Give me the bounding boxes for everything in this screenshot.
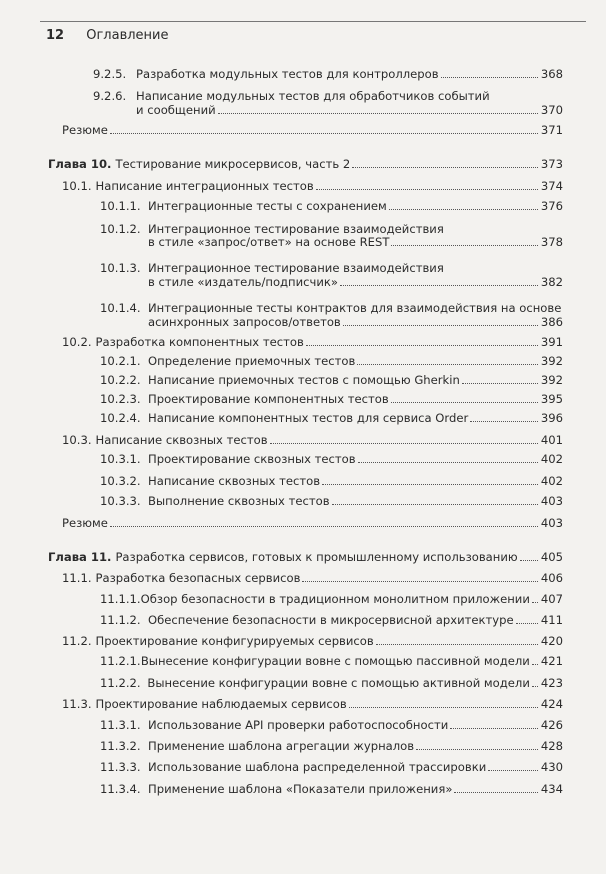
toc-entry	[100, 759, 563, 775]
page-ref: 424	[540, 697, 563, 711]
dot-leader	[322, 484, 538, 485]
section-title: Написание сквозных тестов	[95, 433, 268, 447]
dot-leader	[343, 325, 538, 326]
page-ref: 407	[540, 592, 563, 606]
toc-entry	[100, 781, 563, 797]
toc-entry	[62, 570, 563, 586]
dot-leader	[218, 113, 538, 114]
page-ref: 386	[540, 315, 563, 329]
section-title: Резюме	[62, 123, 108, 137]
section-title: Проектирование сквозных тестов	[148, 452, 356, 466]
toc-entry	[62, 696, 563, 712]
section-title: Резюме	[62, 516, 108, 530]
dot-leader	[357, 364, 538, 365]
toc-entry	[100, 391, 563, 407]
section-number: 10.2.2.	[100, 373, 141, 387]
page-ref: 421	[540, 654, 563, 668]
section-title: в стиле «издатель/подписчик»	[148, 275, 339, 289]
page-ref: 420	[540, 634, 563, 648]
section-title: Проектирование конфигурируемых сервисов	[95, 634, 374, 648]
section-number: 11.1.	[62, 571, 92, 585]
dot-leader	[416, 749, 538, 750]
toc-entry	[100, 717, 563, 733]
toc-entry	[100, 653, 563, 669]
section-title: Проектирование компонентных тестов	[148, 392, 389, 406]
dot-leader	[270, 443, 538, 444]
section-title: Проектирование наблюдаемых сервисов	[95, 697, 347, 711]
page-ref: 392	[540, 373, 563, 387]
section-number: Глава 11.	[48, 550, 112, 564]
section-title: Написание сквозных тестов	[148, 474, 321, 488]
toc-entry-continuation	[148, 314, 563, 330]
section-title: Написание компонентных тестов для сервиса Order	[148, 411, 469, 425]
section-number: 11.1.1.	[100, 592, 141, 606]
toc-entry	[62, 334, 563, 350]
page-ref: 374	[540, 179, 563, 193]
section-title: Применение шаблона «Показатели приложения»	[148, 782, 453, 796]
page-ref: 402	[540, 452, 563, 466]
section-title: Использование API проверки работоспособности	[148, 718, 449, 732]
page-number: 12	[46, 28, 65, 43]
toc-entry	[62, 515, 563, 531]
dot-leader	[470, 421, 538, 422]
toc-entry	[100, 410, 563, 426]
dot-leader	[306, 345, 538, 346]
dot-leader	[389, 209, 538, 210]
page-ref: 392	[540, 354, 563, 368]
page-ref: 406	[540, 571, 563, 585]
section-number: 11.2.2.	[100, 676, 141, 690]
section-title: Вынесение конфигурации вовне с помощью пассивной модели	[140, 654, 530, 668]
page-ref: 373	[540, 157, 563, 171]
section-number: 9.2.5.	[93, 67, 127, 81]
section-number: 11.3.3.	[100, 760, 141, 774]
section-title: Написание интеграционных тестов	[95, 179, 314, 193]
section-title: Интеграционное тестирование взаимодействия	[148, 222, 444, 236]
page-ref: 396	[540, 411, 563, 425]
page-ref: 428	[540, 739, 563, 753]
section-number: 10.1.4.	[100, 301, 141, 315]
section-title: Интеграционные тесты с сохранением	[148, 199, 387, 213]
section-title: Использование шаблона распределенной трассировки	[148, 760, 487, 774]
section-title: Обзор безопасности в традиционном монолитном приложении	[140, 592, 530, 606]
section-title: Определение приемочных тестов	[148, 354, 356, 368]
toc-entry-continuation	[148, 274, 563, 290]
dot-leader	[391, 245, 537, 246]
page-ref: 423	[540, 676, 563, 690]
section-title: Разработка модульных тестов для контроллеров	[136, 67, 439, 81]
page-ref: 411	[540, 613, 563, 627]
section-title: асинхронных запросов/ответов	[148, 315, 341, 329]
section-number: 10.1.	[62, 179, 92, 193]
section-number: 10.2.3.	[100, 392, 141, 406]
section-title: Разработка безопасных сервисов	[95, 571, 301, 585]
running-header	[46, 28, 169, 43]
dot-leader	[532, 686, 538, 687]
dot-leader	[520, 560, 538, 561]
page-ref: 405	[540, 550, 563, 564]
dot-leader	[349, 707, 538, 708]
dot-leader	[302, 581, 537, 582]
page-ref: 382	[540, 275, 563, 289]
section-number: 11.1.2.	[100, 613, 141, 627]
page-ref: 430	[540, 760, 563, 774]
section-title: Обеспечение безопасности в микросервисной архитектуре	[148, 613, 514, 627]
toc-entry	[62, 633, 563, 649]
section-number: 11.3.	[62, 697, 92, 711]
section-title: Тестирование микросервисов, часть 2	[115, 157, 351, 171]
section-title: Написание приемочных тестов с помощью Gherkin	[148, 373, 460, 387]
section-number: 10.3.1.	[100, 452, 141, 466]
page-ref: 395	[540, 392, 563, 406]
toc-entry	[100, 493, 563, 509]
dot-leader	[532, 664, 538, 665]
section-title: Вынесение конфигурации вовне с помощью активной модели	[147, 676, 530, 690]
dot-leader	[391, 402, 538, 403]
dot-leader	[462, 383, 538, 384]
section-title: и сообщений	[136, 103, 216, 117]
dot-leader	[352, 167, 538, 168]
page-ref: 401	[540, 433, 563, 447]
dot-leader	[516, 623, 538, 624]
toc-entry	[100, 451, 563, 467]
dot-leader	[332, 504, 538, 505]
page-ref: 370	[540, 103, 563, 117]
section-title: Написание модульных тестов для обработчиков событий	[136, 89, 490, 103]
dot-leader	[316, 189, 538, 190]
toc-entry	[100, 353, 563, 369]
toc-entry	[100, 473, 563, 489]
dot-leader	[110, 133, 538, 134]
section-title: Интеграционные тесты контрактов для взаимодействия на основе	[148, 301, 562, 315]
page-ref: 426	[540, 718, 563, 732]
section-number: 11.2.	[62, 634, 92, 648]
dot-leader	[488, 770, 538, 771]
toc-entry	[100, 591, 563, 607]
page-ref: 403	[540, 516, 563, 530]
section-number: 11.3.1.	[100, 718, 141, 732]
toc-entry-continuation	[136, 102, 563, 118]
section-number: 10.1.2.	[100, 222, 141, 236]
page-ref: 371	[540, 123, 563, 137]
section-number: 10.1.1.	[100, 199, 141, 213]
dot-leader	[376, 644, 538, 645]
section-number: 9.2.6.	[93, 89, 127, 103]
page-ref: 378	[540, 235, 563, 249]
header-rule	[40, 21, 586, 22]
page-ref: 368	[540, 67, 563, 81]
section-number: 10.2.4.	[100, 411, 141, 425]
section-title: Выполнение сквозных тестов	[148, 494, 330, 508]
section-title: Интеграционное тестирование взаимодействия	[148, 261, 444, 275]
toc-entry	[62, 122, 563, 138]
toc-entry	[100, 198, 563, 214]
section-number: Глава 10.	[48, 157, 112, 171]
section-number: 11.3.4.	[100, 782, 141, 796]
dot-leader	[450, 728, 538, 729]
section-number: 11.2.1.	[100, 654, 141, 668]
toc-entry	[62, 178, 563, 194]
dot-leader	[441, 77, 538, 78]
dot-leader	[358, 462, 538, 463]
section-number: 10.1.3.	[100, 261, 141, 275]
section-number: 10.2.1.	[100, 354, 141, 368]
toc-entry	[100, 372, 563, 388]
toc-entry	[100, 738, 563, 754]
dot-leader	[110, 526, 538, 527]
toc-entry	[48, 156, 563, 172]
toc-entry	[100, 675, 563, 691]
section-title: Применение шаблона агрегации журналов	[148, 739, 415, 753]
section-number: 10.3.	[62, 433, 92, 447]
running-title: Оглавление	[86, 28, 169, 43]
toc-entry	[62, 432, 563, 448]
toc-entry	[93, 66, 563, 82]
section-number: 11.3.2.	[100, 739, 141, 753]
page-ref: 403	[540, 494, 563, 508]
dot-leader	[532, 602, 538, 603]
toc-entry	[100, 612, 563, 628]
toc-entry-continuation	[148, 234, 563, 250]
page-ref: 434	[540, 782, 563, 796]
page-ref: 376	[540, 199, 563, 213]
dot-leader	[454, 792, 537, 793]
page-ref: 402	[540, 474, 563, 488]
section-title: в стиле «запрос/ответ» на основе REST	[148, 235, 390, 249]
toc-entry	[48, 549, 563, 565]
section-number: 10.2.	[62, 335, 92, 349]
dot-leader	[340, 285, 538, 286]
section-number: 10.3.2.	[100, 474, 141, 488]
page-ref: 391	[540, 335, 563, 349]
section-title: Разработка сервисов, готовых к промышленному использованию	[115, 550, 518, 564]
section-title: Разработка компонентных тестов	[95, 335, 304, 349]
section-number: 10.3.3.	[100, 494, 141, 508]
